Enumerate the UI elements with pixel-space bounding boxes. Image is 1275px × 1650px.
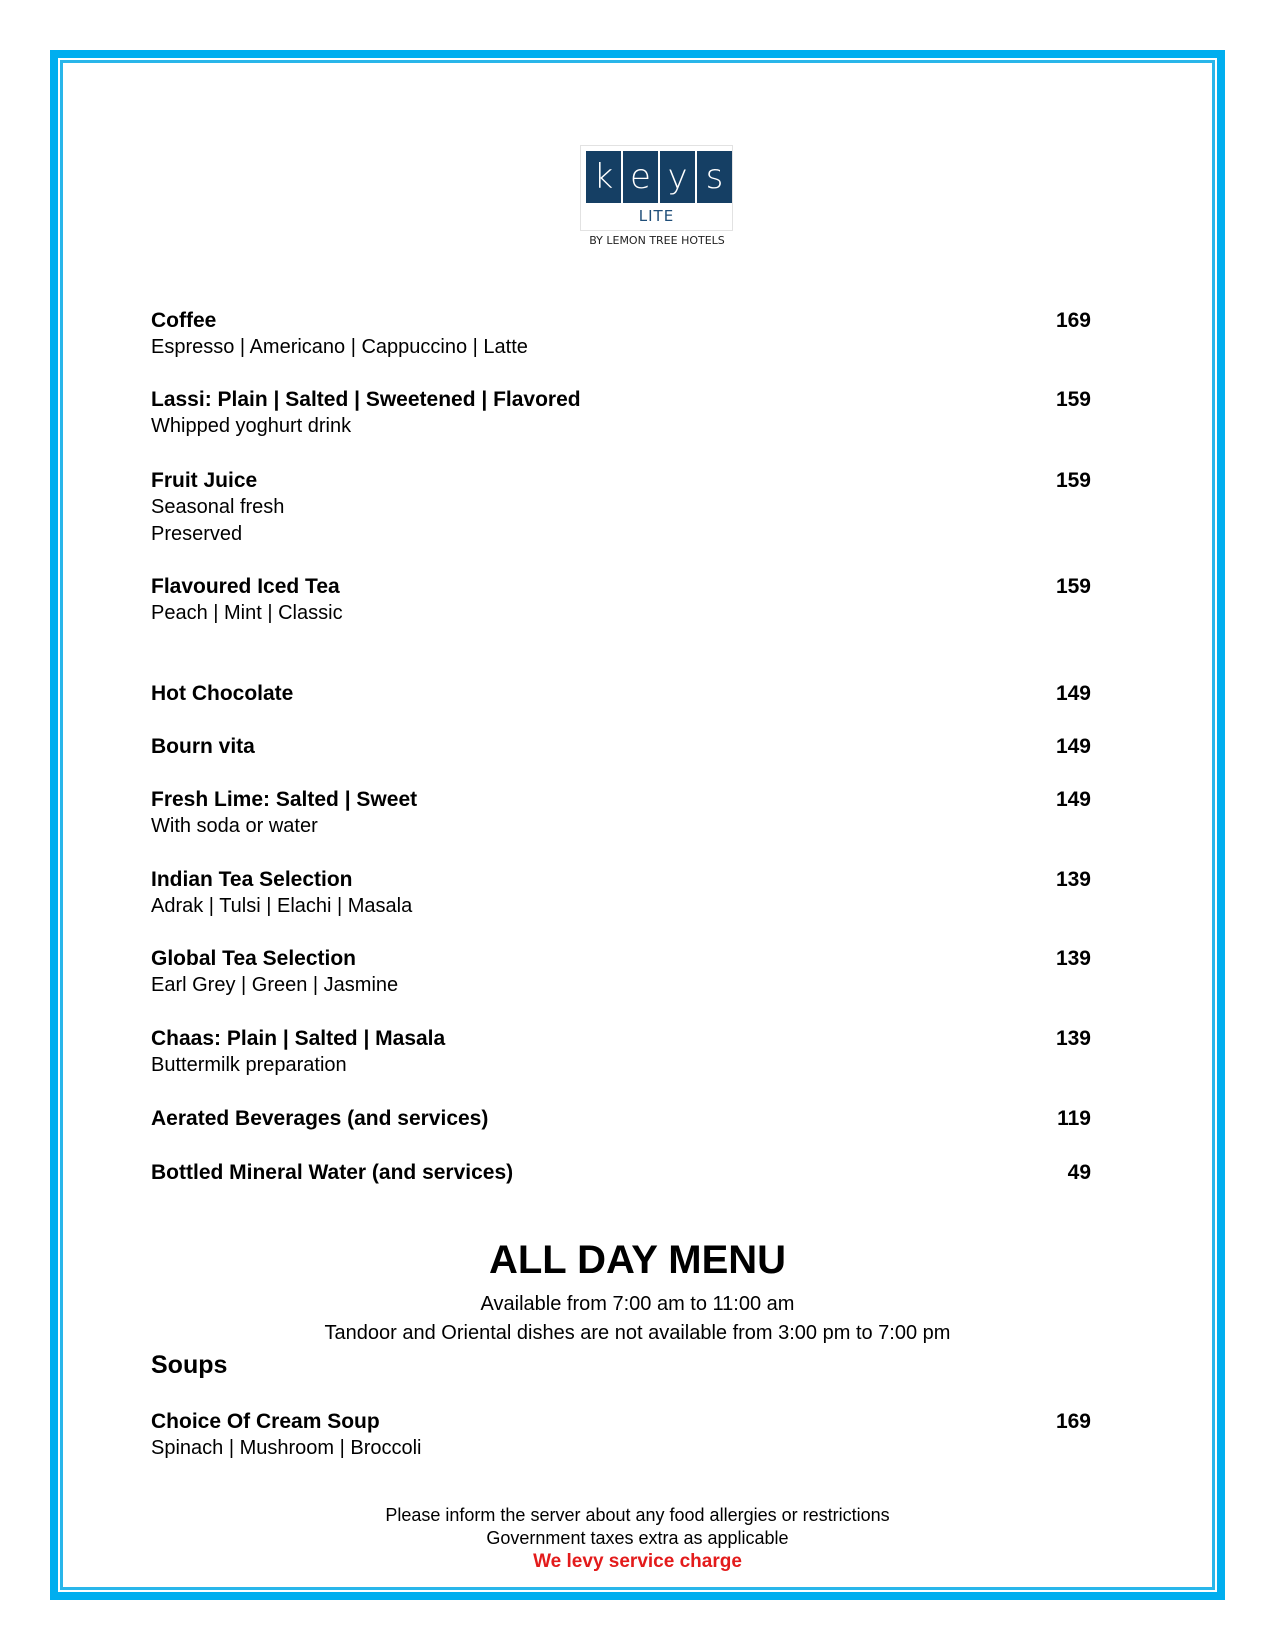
item-name: Fresh Lime: Salted | Sweet	[151, 788, 418, 811]
item-price: 169	[1055, 309, 1091, 332]
item-desc: Seasonal fresh	[151, 496, 285, 518]
item-price: 149	[1055, 788, 1091, 811]
subsection-soups: Soups	[151, 1351, 228, 1379]
item-name: Fruit Juice	[151, 469, 258, 492]
item-name: Chaas: Plain | Salted | Masala	[151, 1027, 446, 1050]
item-desc: Whipped yoghurt drink	[151, 415, 352, 437]
tax-notice: Government taxes extra as applicable	[486, 1528, 789, 1548]
item-desc: Buttermilk preparation	[151, 1054, 347, 1076]
item-name: Bourn vita	[151, 735, 255, 758]
logo-tile-k: k	[586, 151, 621, 203]
item-desc: With soda or water	[151, 815, 318, 837]
menu-item	[151, 1160, 1091, 1186]
item-price: 169	[1055, 1410, 1091, 1433]
menu-item	[151, 787, 1091, 840]
item-price: 159	[1055, 575, 1091, 598]
logo-lite-text: LITE	[638, 207, 675, 225]
menu-item	[151, 867, 1091, 920]
item-desc: Espresso | Americano | Cappuccino | Latte	[151, 336, 528, 358]
item-desc: Spinach | Mushroom | Broccoli	[151, 1437, 422, 1459]
item-name: Lassi: Plain | Salted | Sweetened | Flavored	[151, 388, 581, 411]
item-name: Bottled Mineral Water (and services)	[151, 1161, 514, 1184]
tandoor-note: Tandoor and Oriental dishes are not available from 3:00 pm to 7:00 pm	[324, 1322, 951, 1344]
menu-item	[151, 1026, 1091, 1079]
item-name: Hot Chocolate	[151, 682, 294, 705]
logo-tile-y: y	[660, 151, 695, 203]
item-price: 149	[1055, 735, 1091, 758]
item-name: Coffee	[151, 309, 217, 332]
item-price: 159	[1055, 388, 1091, 411]
logo-tile-e: e	[623, 151, 658, 203]
item-price: 139	[1055, 868, 1091, 891]
keys-lite-logo	[580, 145, 733, 231]
allergy-notice: Please inform the server about any food allergies or restrictions	[385, 1505, 890, 1525]
item-desc: Peach | Mint | Classic	[151, 602, 343, 624]
section-title-all-day-menu: ALL DAY MENU	[488, 1238, 787, 1282]
menu-item	[151, 574, 1091, 627]
menu-item	[151, 1409, 1091, 1462]
item-name: Flavoured Iced Tea	[151, 575, 340, 598]
item-price: 139	[1055, 1027, 1091, 1050]
menu-item	[151, 1106, 1091, 1132]
item-name: Choice Of Cream Soup	[151, 1410, 380, 1433]
menu-item	[151, 681, 1091, 707]
service-charge-notice: We levy service charge	[533, 1551, 742, 1572]
item-price: 149	[1055, 682, 1091, 705]
item-price: 119	[1057, 1107, 1091, 1130]
item-desc: Adrak | Tulsi | Elachi | Masala	[151, 895, 413, 917]
item-desc: Preserved	[151, 523, 243, 545]
item-name: Indian Tea Selection	[151, 868, 353, 891]
item-desc: Earl Grey | Green | Jasmine	[151, 974, 399, 996]
logo-tile-s: s	[697, 151, 732, 203]
item-name: Aerated Beverages (and services)	[151, 1107, 489, 1130]
item-price: 139	[1055, 947, 1091, 970]
menu-item	[151, 946, 1091, 999]
menu-item	[151, 734, 1091, 760]
logo-subtitle: BY LEMON TREE HOTELS	[589, 234, 725, 247]
item-price: 49	[1067, 1161, 1091, 1184]
menu-item	[151, 308, 1091, 361]
item-name: Global Tea Selection	[151, 947, 356, 970]
availability-note: Available from 7:00 am to 11:00 am	[480, 1293, 795, 1315]
menu-item	[151, 387, 1091, 440]
item-price: 159	[1055, 469, 1091, 492]
menu-item	[151, 468, 1091, 548]
